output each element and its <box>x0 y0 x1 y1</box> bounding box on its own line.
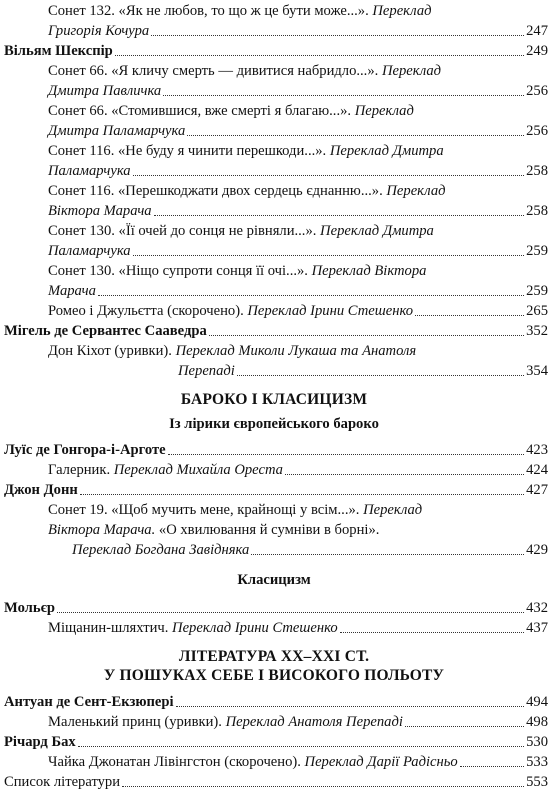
entry-translator: Паламарчука <box>48 163 131 179</box>
entry-translator: Паламарчука <box>48 243 131 259</box>
page-number: 247 <box>526 23 548 39</box>
toc-entry <box>0 141 548 181</box>
leader-dots <box>405 725 524 727</box>
page-number: 265 <box>526 303 548 319</box>
toc-entry <box>0 1 548 41</box>
entry-translator: Переклад Анатоля Перепаді <box>225 714 403 730</box>
section-heading: У ПОШУКАХ СЕБЕ І ВИСОКОГО ПОЛЬОТУ <box>103 667 445 684</box>
entry-translator: Григорія Кочура <box>48 23 150 39</box>
leader-dots <box>168 453 524 455</box>
page-number: 498 <box>526 714 548 730</box>
entry-translator: Перепаді <box>178 363 235 379</box>
toc-author <box>0 480 548 500</box>
entry-title: Сонет 130. «Ніщо супроти сонця її очі...». <box>48 263 312 279</box>
page-number: 259 <box>526 283 548 299</box>
entry-title: Сонет 116. «Не буду я чинити перешкоди...». <box>48 143 330 159</box>
page-number: 259 <box>526 243 548 259</box>
entry-translator: Дмитра Павличка <box>48 83 162 99</box>
entry-translator: Переклад Дмитра <box>329 143 444 159</box>
entry-translator: Переклад <box>354 103 414 119</box>
leader-dots <box>57 611 524 613</box>
entry-title: Сонет 66. «Стомившися, вже смерті я благаю...». <box>48 103 355 119</box>
toc-entry <box>0 301 548 321</box>
entry-title: Список літератури <box>4 774 121 790</box>
leader-dots <box>209 334 524 336</box>
toc-plain-entry <box>0 772 548 792</box>
entry-translator: Марача <box>48 283 96 299</box>
leader-dots <box>285 473 524 475</box>
entry-title: Міщанин-шляхтич. <box>48 620 173 636</box>
toc-author <box>0 321 548 341</box>
page-number: 423 <box>526 442 548 458</box>
toc-block-classicism <box>0 598 548 638</box>
toc-entry <box>0 752 548 772</box>
subsection-heading: Із лірики європейського бароко <box>169 416 379 432</box>
entry-title: Сонет 116. «Перешкоджати двох сердець єднанню...». <box>48 183 387 199</box>
entry-translator: Переклад Ірини Стешенко <box>172 620 338 636</box>
toc-author <box>0 692 548 712</box>
page-number: 437 <box>526 620 548 636</box>
leader-dots <box>151 34 524 36</box>
page-number: 354 <box>526 363 548 379</box>
subsection-heading: Класицизм <box>237 572 311 588</box>
page-number: 533 <box>526 754 548 770</box>
author-name: Вільям Шекспір <box>4 43 113 59</box>
toc-entry <box>0 101 548 141</box>
leader-dots <box>122 785 524 787</box>
author-name: Луїс де Гонгора-і-Арготе <box>4 442 166 458</box>
entry-title: Сонет 132. «Як не любов, то що ж це бути може...». <box>48 3 373 19</box>
leader-dots <box>154 214 525 216</box>
leader-dots <box>187 134 524 136</box>
toc-author <box>0 41 548 61</box>
toc-author <box>0 598 548 618</box>
entry-translator: Віктора Марача <box>48 203 152 219</box>
leader-dots <box>340 631 524 633</box>
toc-entry <box>0 341 548 381</box>
toc-block-renaissance <box>0 0 548 381</box>
author-name: Мігель де Сервантес Сааведра <box>4 323 207 339</box>
entry-translator: Переклад Михайла Ореста <box>113 462 283 478</box>
page-number: 249 <box>526 43 548 59</box>
leader-dots <box>237 374 524 376</box>
toc-entry <box>0 618 548 638</box>
page-number: 258 <box>526 203 548 219</box>
leader-dots <box>98 294 524 296</box>
entry-translator: Переклад Миколи Лукаша та Анатоля <box>175 343 417 359</box>
entry-translator: Переклад Віктора <box>311 263 427 279</box>
toc-entry <box>0 221 548 261</box>
entry-title: Сонет 19. «Щоб мучить мене, крайнощі у всім...». <box>48 502 364 518</box>
page-number: 432 <box>526 600 548 616</box>
toc-block-modern <box>0 692 548 792</box>
page-number: 352 <box>526 323 548 339</box>
toc-entry <box>0 181 548 221</box>
entry-translator: Переклад Дарії Радісньо <box>304 754 458 770</box>
author-name: Мольєр <box>4 600 56 616</box>
page-number: 427 <box>526 482 548 498</box>
page-number: 424 <box>526 462 548 478</box>
page-number: 553 <box>526 774 548 790</box>
entry-title: Дон Кіхот (уривки). <box>48 343 176 359</box>
leader-dots <box>78 745 524 747</box>
toc-entry <box>0 61 548 101</box>
page-number: 494 <box>526 694 548 710</box>
toc-entry <box>0 261 548 301</box>
author-name: Джон Донн <box>4 482 78 498</box>
leader-dots <box>115 54 524 56</box>
entry-title: Сонет 130. «Її очей до сонця не рівняли...». <box>48 223 321 239</box>
toc-entry <box>0 500 548 560</box>
page-number: 429 <box>526 542 548 558</box>
leader-dots <box>133 174 525 176</box>
leader-dots <box>176 705 525 707</box>
page-number: 258 <box>526 163 548 179</box>
toc-entry <box>0 712 548 732</box>
section-heading: ЛІТЕРАТУРА XX–XXI СТ. <box>178 648 370 665</box>
entry-translator: Переклад <box>363 502 423 518</box>
entry-translator: Переклад Ірини Стешенко <box>247 303 414 319</box>
toc-entry <box>0 460 548 480</box>
entry-translator: Переклад Богдана Завідняка <box>72 542 250 558</box>
entry-translator: Переклад <box>381 63 442 79</box>
section-heading: БАРОКО І КЛАСИЦИЗМ <box>180 391 368 408</box>
page-number: 530 <box>526 734 548 750</box>
entry-title: Маленький принц (уривки). <box>48 714 226 730</box>
toc-block-baroque <box>0 440 548 560</box>
leader-dots <box>251 553 524 555</box>
toc-author <box>0 440 548 460</box>
page-number: 256 <box>526 123 548 139</box>
entry-translator: Віктора Марача. <box>48 522 156 538</box>
page-number: 256 <box>526 83 548 99</box>
entry-translator: Дмитра Паламарчука <box>48 123 186 139</box>
entry-title: Ромео і Джульєтта (скорочено). <box>48 303 248 319</box>
entry-translator: Переклад Дмитра <box>320 223 434 239</box>
toc-author <box>0 732 548 752</box>
leader-dots <box>133 254 525 256</box>
leader-dots <box>460 765 524 767</box>
author-name: Антуан де Сент-Екзюпері <box>4 694 174 710</box>
entry-translator: Переклад <box>386 183 446 199</box>
entry-title: «О хвилювання й сумніви в борні». <box>155 522 380 538</box>
leader-dots <box>415 314 524 316</box>
leader-dots <box>80 493 524 495</box>
entry-title: Чайка Джонатан Лівінгстон (скорочено). <box>48 754 305 770</box>
leader-dots <box>163 94 524 96</box>
entry-title: Галерник. <box>48 462 114 478</box>
entry-translator: Переклад <box>372 3 432 19</box>
author-name: Річард Бах <box>4 734 76 750</box>
entry-title: Сонет 66. «Я кличу смерть — дивитися набридло...». <box>48 63 382 79</box>
